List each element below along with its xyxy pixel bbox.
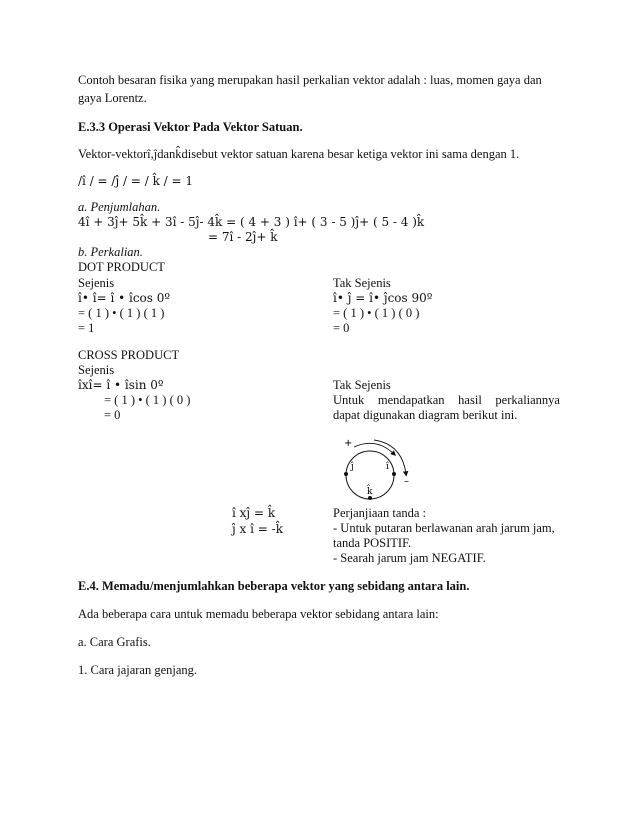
cross-same-line: = ( 1 ) • ( 1 ) ( 0 ) [104,393,191,407]
cross-different-desc-1: Untuk mendapatkan hasil perkaliannya [333,393,560,407]
cross-same-line: îxî= î • îsin 0º [78,378,164,392]
dot-different-line: = 0 [333,321,350,335]
dot-same-line: = 1 [78,321,95,335]
i-point [392,472,396,476]
dot-different-line: = ( 1 ) • ( 1 ) ( 0 ) [333,306,420,320]
cross-different-label: Tak Sejenis [333,378,391,392]
addition-equation-1: 4î + 3ĵ+ 5k̂ + 3î - 5ĵ- 4k̂ = ( 4 + 3 ) î+ ( 3 - 5 )ĵ+ ( 5 - 4 )k̂ [78,215,425,229]
unit-vectors-magnitudes: /î / = /ĵ / = / k̂ / = 1 [78,174,194,188]
j-point [344,472,348,476]
k-label: k̂ [367,487,373,497]
cross-same-line: = 0 [104,408,121,422]
addition-equation-2: = 7î - 2ĵ+ k̂ [208,230,278,244]
method-1: 1. Cara jajaran genjang. [78,663,198,677]
dot-different-line: î• ĵ = î• ĵcos 90º [333,291,433,305]
convention-line: - Searah jarum jam NEGATIF. [333,551,486,565]
section-e4-intro: Ada beberapa cara untuk memadu beberapa vektor sebidang antara lain: [78,607,439,621]
minus-sign: – [404,476,409,487]
intro-line-2: gaya Lorentz. [78,91,147,105]
multiplication-heading: b. Perkalian. [78,245,143,259]
section-heading-e4: E.4. Memadu/menjumlahkan beberapa vektor yang sebidang antara lain. [78,579,470,593]
rotation-diagram [332,434,422,506]
convention-heading: Perjanjiaan tanda : [333,506,427,520]
convention-line: - Untuk putaran berlawanan arah jarum jam, [333,521,555,535]
method-a: a. Cara Grafis. [78,635,151,649]
j-label: ĵ [351,462,354,472]
dot-same-line: = ( 1 ) • ( 1 ) ( 1 ) [78,306,165,320]
i-label: î [386,462,389,472]
intro-line-1: Contoh besaran fisika yang merupakan hasil perkalian vektor adalah : luas, momen gaya dan [78,73,542,87]
cross-product-title: CROSS PRODUCT [78,348,180,362]
cross-result-1: î xĵ = k̂ [232,506,276,520]
convention-line: tanda POSITIF. [333,536,412,550]
dot-same-label: Sejenis [78,276,115,290]
dot-product-title: DOT PRODUCT [78,260,165,274]
dot-same-line: î• î= î • îcos 0º [78,291,171,305]
cross-result-2: ĵ x î = -k̂ [232,522,283,536]
section-heading-e33: E.3.3 Operasi Vektor Pada Vektor Satuan. [78,120,303,134]
plus-sign: + [344,438,353,449]
unit-vectors-line: Vektor-vektorî,ĵdank̂disebut vektor satuan karena besar ketiga vektor ini sama dengan 1. [78,147,520,161]
addition-heading: a. Penjumlahan. [78,200,161,214]
dot-different-label: Tak Sejenis [333,276,391,290]
cross-different-desc-2: dapat digunakan diagram berikut ini. [333,408,518,422]
cross-same-label: Sejenis [78,363,115,377]
